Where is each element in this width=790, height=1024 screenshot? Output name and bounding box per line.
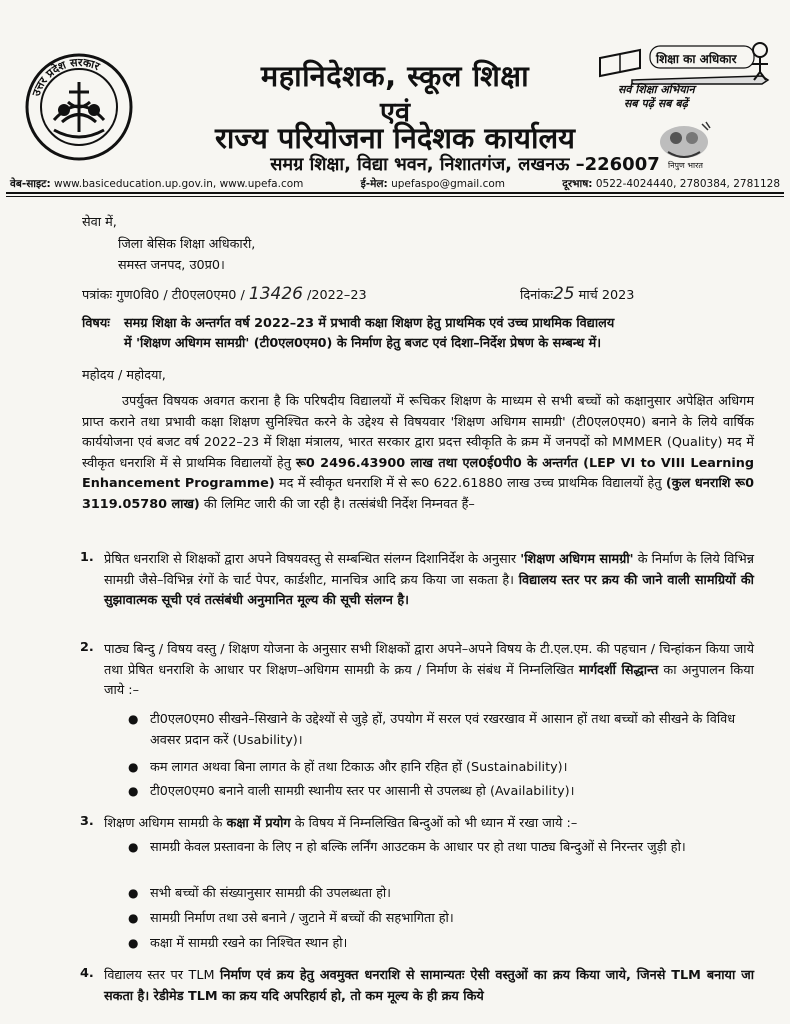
date-rest: मार्च 2023	[578, 288, 635, 303]
point-1-text: प्रेषित धनराशि से शिक्षकों द्वारा अपने विषयवस्तु से सम्बन्धित संलग्न दिशानिर्देश के अनुसार 'शिक्षण अधिगम सामग्री' के निर्माण के लिये विभिन्न सामग्री जैसे–विभिन्न रंगों के चार्ट पेपर, कार्डशीट, मानचित्र आदि क्रय किया जा सकता है। विद्यालय स्तर पर क्रय की जाने वाली सामग्रियों की सुझावात्मक सूची एवं तत्संबंधी अनुमानित मूल्य की सूची संलग्न है।	[104, 552, 754, 608]
bullet-icon: ●	[128, 712, 139, 726]
header-title-line3: राज्य परियोजना निदेशक कार्यालय	[215, 121, 575, 155]
bullet-icon: ●	[128, 911, 139, 925]
intro-text-a: उपर्युक्त विषयक अवगत कराना है कि परिषदीय विद्यालयों में रूचिकर शिक्षण के माध्यम से सभी बच्चों को कक्षानुसार अपेक्षित अधिगम प्राप्त कराने तथा प्रभावी कक्षा शिक्षण सुनिश्चित करने के उद्देश्य से विषयवार 'शिक्षण अधिगम सामग्री' (टी0एल0एम0) बनाने के लिये वार्षिक कार्ययोजना एवं बजट वर्ष 2022–23 में शिक्षा मंत्रालय, भारत सरकार द्वारा प्रदत्त स्वीकृति के क्रम में जनपदों को MMMER (Quality) मद में स्वीकृत धनराशि में से प्राथमिक विद्यालयों हेतु	[82, 394, 754, 471]
bullet-icon: ●	[128, 840, 139, 854]
reference-suffix: /2022–23	[307, 288, 367, 303]
point-4-number: 4.	[80, 966, 94, 981]
intro-text-e: की लिमिट जारी की जा रही है। तत्संबंधी निर्देश निम्नवत हैं–	[199, 496, 475, 512]
point-2-text: पाठ्य बिन्दु / विषय वस्तु / शिक्षण योजना के अनुसार सभी शिक्षकों द्वारा अपने–अपने विषय के टी.एल.एम. की पहचान / चिन्हांकन किया जाये तथा प्रेषित धनराशि के आधार पर शिक्षण–अधिगम सामग्री के क्रय / निर्माण के संबंध में निम्नलिखित मार्गदर्शी सिद्धान्त का अनुपालन किया जाये :–	[104, 642, 754, 698]
header-title-line2: एवं	[380, 97, 410, 128]
addressee-line2: जिला बेसिक शिक्षा अधिकारी,	[118, 237, 256, 252]
reference-label: पत्रांकः गुण0वि0 / टी0एल0एम0 /	[82, 288, 245, 303]
point-3-bullet-1: सामग्री केवल प्रस्तावना के लिए न हो बल्कि लर्निंग आउटकम के आधार पर हो तथा पाठ्य बिन्दुओं से निरन्तर जुड़ी हो।	[150, 840, 686, 855]
date-line	[520, 284, 634, 307]
contact-bar	[10, 177, 780, 191]
nipun-bharat-label: निपुण भारत	[668, 161, 703, 170]
seal-text: उत्तर प्रदेश सरकार	[29, 55, 102, 98]
phone-label: दूरभाष:	[562, 178, 593, 190]
email-value[interactable]: upefaspo@gmail.com	[391, 178, 505, 190]
date-label: दिनांकः	[520, 288, 553, 303]
intro-text-b: रू0 2496.43900 लाख तथा एल0ई0पी0 के अन्तर्गत (LEP VI to VIII Learning Enhancement Programme)	[82, 455, 754, 491]
salutation: महोदय / महोदया,	[82, 368, 166, 383]
addressee-line1: सेवा में,	[82, 215, 117, 230]
bullet-icon: ●	[128, 784, 139, 798]
intro-paragraph	[82, 392, 754, 515]
header-divider-thin	[6, 196, 784, 197]
header-address: समग्र शिक्षा, विद्या भवन, निशातगंज, लखनऊ –226007	[270, 154, 660, 175]
point-3-text: शिक्षण अधिगम सामग्री के कक्षा में प्रयोग के विषय में निम्नलिखित बिन्दुओं को भी ध्यान में रखा जाये :–	[104, 816, 578, 831]
header-divider	[6, 192, 784, 194]
rte-logo-title: शिक्षा का अधिकार	[656, 52, 737, 66]
ssa-slogan-line2: सब पढ़ें सब बढ़ें	[624, 97, 688, 110]
nipun-bharat-logo	[654, 118, 714, 166]
website-info	[10, 177, 303, 191]
point-3-bullet-2: सभी बच्चों की संख्यानुसार सामग्री की उपलब्धता हो।	[150, 886, 392, 901]
subject-line2: में 'शिक्षण अधिगम सामग्री' (टी0एल0एम0) के निर्माण हेतु बजट एवं दिशा–निर्देश प्रेषण के सम्बन्ध में।	[124, 336, 602, 351]
point-2-bullet-2: कम लागत अथवा बिना लागत के हों तथा टिकाऊ और हानि रहित हों (Sustainability)।	[150, 760, 568, 775]
point-1-number: 1.	[80, 550, 94, 565]
subject-line1: समग्र शिक्षा के अन्तर्गत वर्ष 2022–23 में प्रभावी कक्षा शिक्षण हेतु प्राथमिक एवं उच्च प्राथमिक विद्यालय	[124, 316, 615, 331]
bullet-icon: ●	[128, 886, 139, 900]
bullet-icon: ●	[128, 760, 139, 774]
addressee-line3: समस्त जनपद, उ0प्र0।	[118, 258, 225, 273]
header-title-line1: महानिदेशक, स्कूल शिक्षा	[260, 59, 530, 93]
reference-line	[82, 284, 367, 307]
reference-number: 13426	[248, 284, 303, 304]
intro-text-c: मद में स्वीकृत धनराशि में से रू0 622.61880 लाख उच्च प्राथमिक विद्यालयों हेतु	[274, 476, 666, 491]
phone-value: 0522-4024440, 2780384, 2781128	[595, 178, 780, 190]
website-value[interactable]: www.basiceducation.up.gov.in, www.upefa.com	[54, 178, 304, 190]
phone-info	[562, 177, 780, 191]
ssa-slogan-line1: सर्व शिक्षा अभियान	[618, 83, 695, 96]
point-3-number: 3.	[80, 814, 94, 829]
subject-label: विषयः	[82, 316, 110, 331]
point-2-bullet-1: टी0एल0एम0 सीखने–सिखाने के उद्देश्यों से जुड़े हों, उपयोग में सरल एवं रखरखाव में आसान हों तथा बच्चों को सीखने के विविध अवसर प्रदान करें (Usability)।	[150, 712, 736, 748]
point-3-bullet-4: कक्षा में सामग्री रखने का निश्चित स्थान हो।	[150, 936, 348, 951]
bullet-icon: ●	[128, 936, 139, 950]
email-label: ई-मेल:	[360, 178, 388, 190]
website-label: वेब-साइट:	[10, 178, 51, 190]
date-day: 25	[552, 284, 575, 304]
point-4-text: विद्यालय स्तर पर TLM निर्माण एवं क्रय हेतु अवमुक्त धनराशि से सामान्यतः ऐसी वस्तुओं का क्रय किया जाये, जिनसे TLM बनाया जा सकता है। रेडीमेड TLM का क्रय यदि अपरिहार्य हो, तो कम मूल्य के ही क्रय किये	[104, 968, 755, 1004]
point-2-bullet-3: टी0एल0एम0 बनाने वाली सामग्री स्थानीय स्तर पर आसानी से उपलब्ध हो (Availability)।	[150, 784, 575, 799]
point-3-bullet-3: सामग्री निर्माण तथा उसे बनाने / जुटाने में बच्चों की सहभागिता हो।	[150, 911, 454, 926]
intro-total-amount: (कुल धनराशि रू0 3119.05780 लाख)	[82, 476, 754, 512]
email-info	[361, 177, 505, 191]
point-2-number: 2.	[80, 640, 94, 655]
